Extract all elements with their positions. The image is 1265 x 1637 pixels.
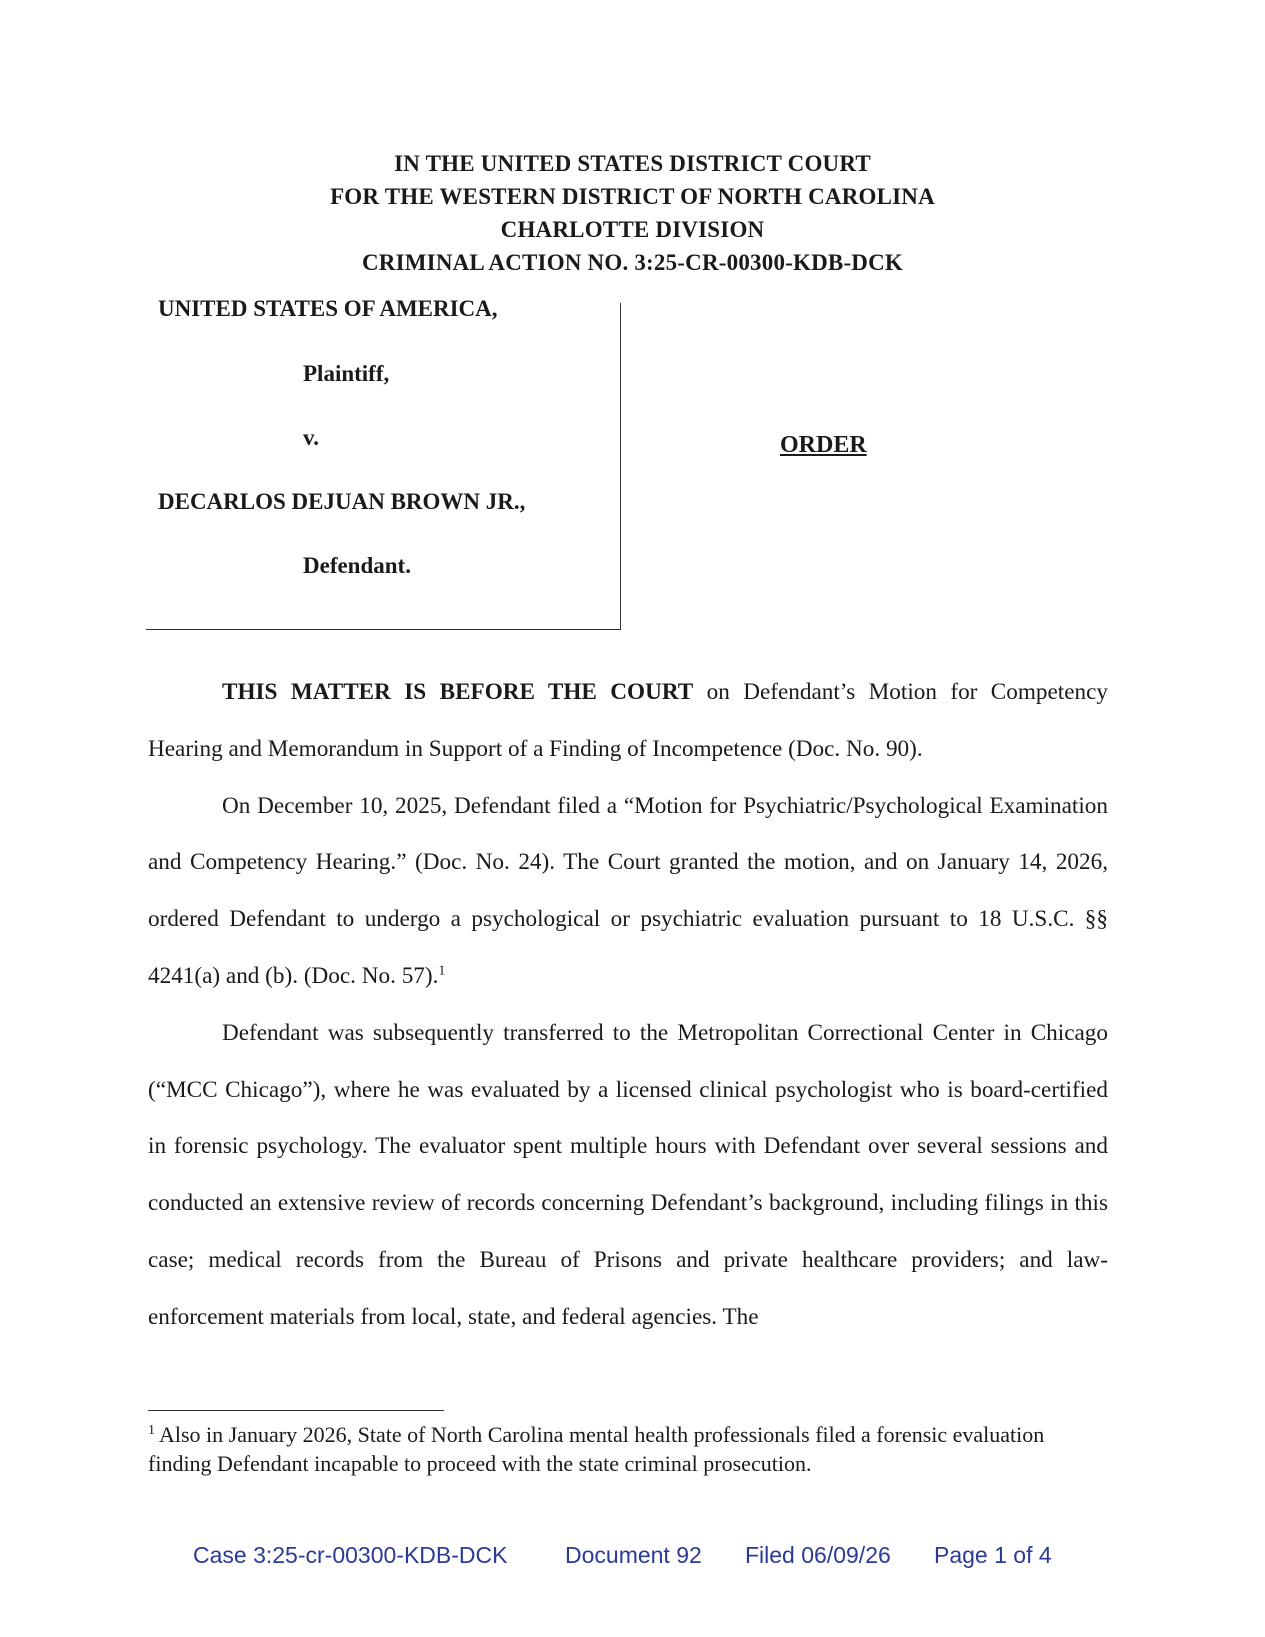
paragraph-3 <box>148 1005 1108 1346</box>
footnote <box>148 1420 1108 1478</box>
defendant-role: Defendant. <box>303 553 411 578</box>
court-name-line: IN THE UNITED STATES DISTRICT COURT <box>394 151 871 176</box>
stamp-case-number: Case 3:25-cr-00300-KDB-DCK <box>193 1542 508 1568</box>
plaintiff-name: UNITED STATES OF AMERICA, <box>158 296 498 321</box>
order-body <box>148 664 1108 1346</box>
footnote-divider <box>148 1410 444 1411</box>
division-line: CHARLOTTE DIVISION <box>500 217 765 242</box>
paragraph-1 <box>148 664 1108 778</box>
versus-label: v. <box>303 425 319 450</box>
stamp-filed-date: Filed 06/09/26 <box>745 1542 891 1568</box>
footnote-number: 1 <box>148 1422 155 1438</box>
order-title: ORDER <box>780 432 867 458</box>
case-number-line: CRIMINAL ACTION NO. 3:25-CR-00300-KDB-DCK <box>361 250 904 275</box>
paragraph-2 <box>148 778 1108 1005</box>
stamp-page-count: Page 1 of 4 <box>934 1542 1052 1568</box>
footnote-reference: 1 <box>438 963 446 979</box>
district-line: FOR THE WESTERN DISTRICT OF NORTH CAROLINA <box>330 184 935 209</box>
plaintiff-role: Plaintiff, <box>303 361 390 386</box>
defendant-name: DECARLOS DEJUAN BROWN JR., <box>158 489 526 514</box>
case-caption-box <box>146 303 621 630</box>
paragraph-2-text: On December 10, 2025, Defendant filed a “Motion for Psychiatric/Psychological Examination and Competency Hearing.” (Doc. No. 24). The Court granted the motion, and on January 14, 2026, ordered Defendant to undergo a psychological or psychiatric evaluation pursuant to 18 U.S.C. §§ 4241(a) and (b). (Doc. No. 57). <box>148 792 1108 989</box>
paragraph-1-lead: THIS MATTER IS BEFORE THE COURT <box>222 679 694 705</box>
stamp-document-number: Document 92 <box>565 1542 702 1568</box>
court-header <box>0 147 1265 279</box>
footnote-text: Also in January 2026, State of North Carolina mental health professionals filed a forensic evaluation finding Defendant incapable to proceed with the state criminal prosecution. <box>148 1422 1045 1476</box>
paragraph-3-text: Defendant was subsequently transferred to the Metropolitan Correctional Center in Chicago (“MCC Chicago”), where he was evaluated by a licensed clinical psychologist who is board-certified in forensic psychology. The evaluator spent multiple hours with Defendant over several sessions and conducted an extensive review of records concerning Defendant’s background, including filings in this case; medical records from the Bureau of Prisons and private healthcare providers; and law-enforcement materials from local, state, and federal agencies. The <box>148 1019 1108 1330</box>
ecf-filing-stamp <box>0 1542 1265 1576</box>
paragraph-1-text: on Defendant’s Motion for Competency Hearing and Memorandum in Support of a Finding of Incompetence (Doc. No. 90). <box>148 679 1108 762</box>
